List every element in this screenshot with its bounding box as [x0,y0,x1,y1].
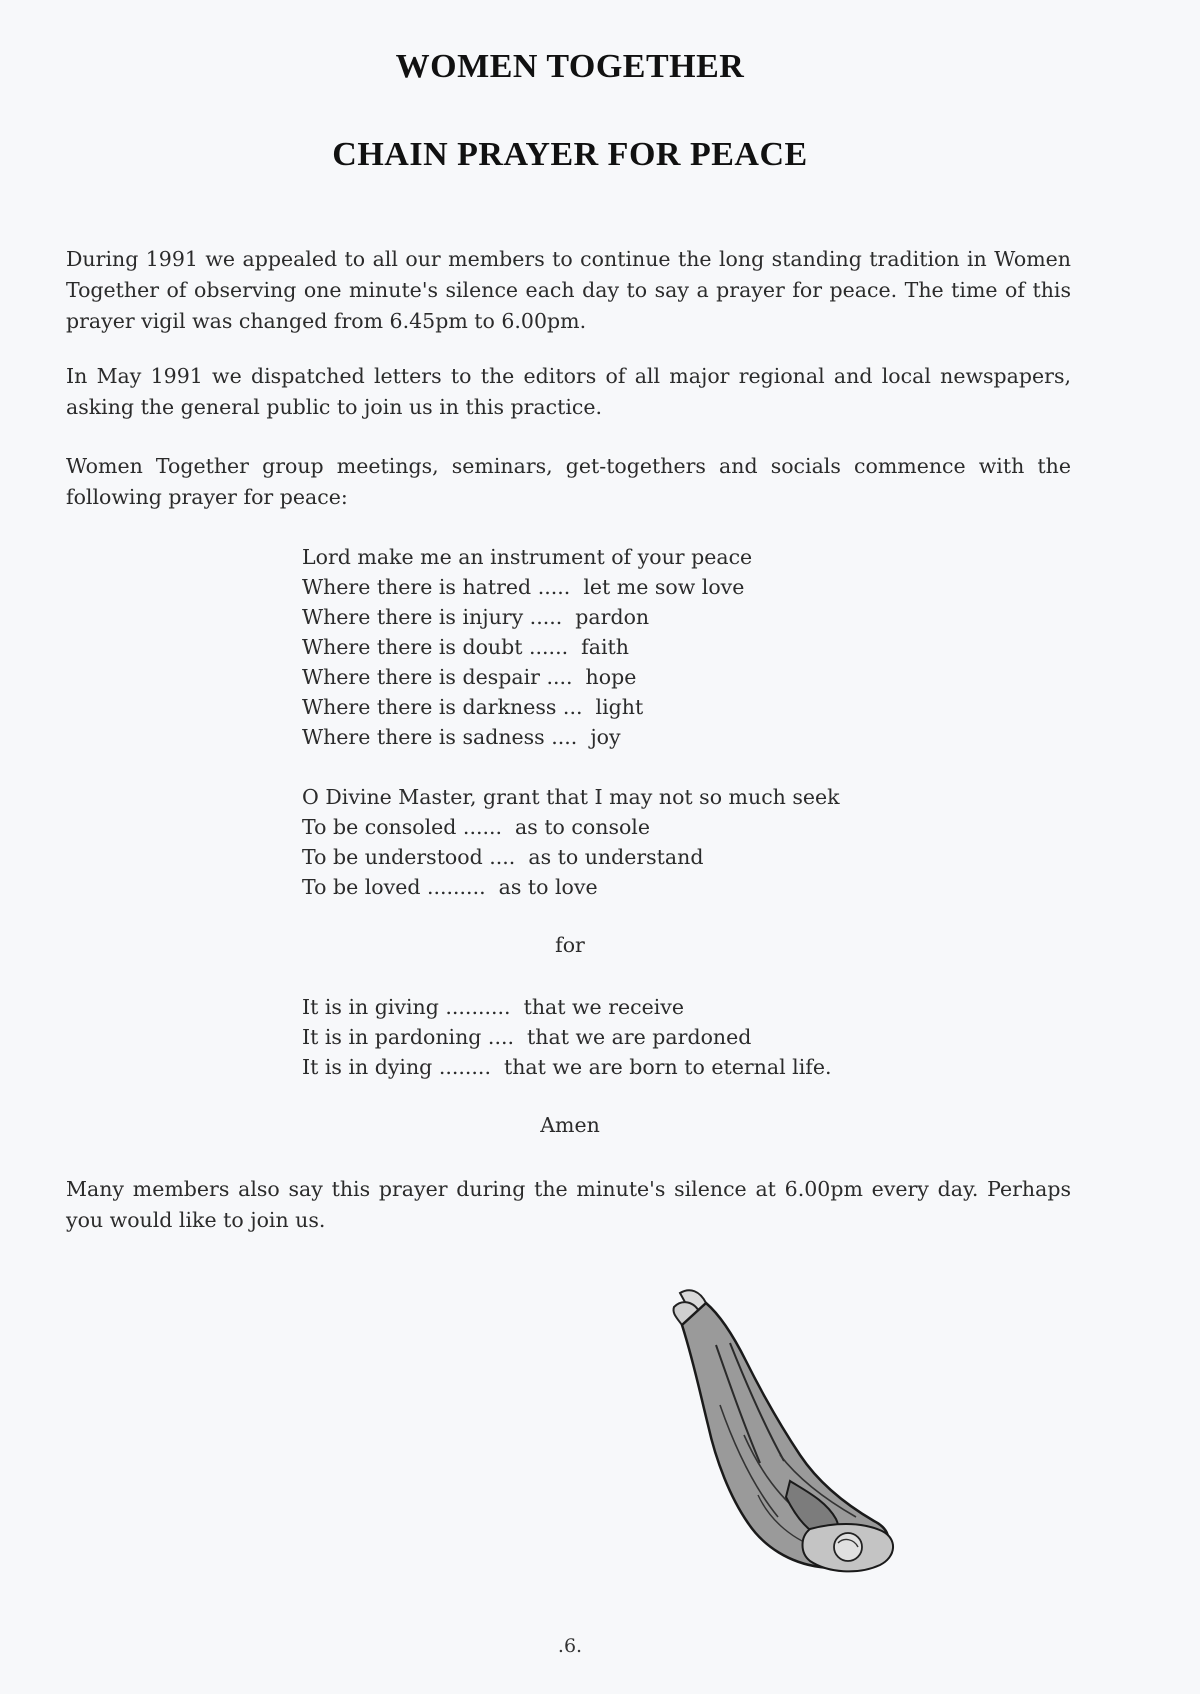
newspapers-paragraph: In May 1991 we dispatched letters to the editors of all major regional and local newspapers, asking the general public to join us in this practice. [66,364,1071,419]
prayer-line: Where there is injury ..... pardon [302,605,650,629]
prayer-line: O Divine Master, grant that I may not so much seek [302,785,840,809]
prayer-stanza-3 [302,992,1002,1082]
meetings-paragraph: Women Together group meetings, seminars, get-togethers and socials commence with the following prayer for peace: [66,454,1071,509]
prayer-line: Where there is despair .... hope [302,665,637,689]
prayer-line: Where there is hatred ..... let me sow love [302,575,745,599]
praying-hands-illustration [660,1285,900,1575]
page-number: .6. [557,1635,583,1657]
closing-paragraph: Many members also say this prayer during the minute's silence at 6.00pm every day. Perhaps you would like to join us. [66,1177,1071,1232]
intro-paragraph: During 1991 we appealed to all our members to continue the long standing tradition in Women Together of observing one minute's silence each day to say a prayer for peace. The time of this prayer vigil was changed from 6.45pm to 6.00pm. [66,247,1071,333]
prayer-line: Lord make me an instrument of your peace [302,545,753,569]
prayer-line: Where there is doubt ...... faith [302,635,629,659]
prayer-stanza-1 [302,542,1002,752]
prayer-line: To be loved ......... as to love [302,875,598,899]
prayer-line: To be consoled ...... as to console [302,815,650,839]
prayer-line: To be understood .... as to understand [302,845,704,869]
prayer-line: Where there is sadness .... joy [302,725,621,749]
prayer-stanza-2 [302,782,1002,902]
prayer-line: It is in giving .......... that we receive [302,995,685,1019]
page-subtitle: CHAIN PRAYER FOR PEACE [332,136,808,173]
prayer-line: Where there is darkness ... light [302,695,644,719]
prayer-line: It is in pardoning .... that we are pardoned [302,1025,752,1049]
page-title: WOMEN TOGETHER [395,48,745,85]
prayer-line: It is in dying ........ that we are born to eternal life. [302,1055,832,1079]
prayer-amen: Amen [540,1113,600,1137]
prayer-connector: for [555,933,585,957]
